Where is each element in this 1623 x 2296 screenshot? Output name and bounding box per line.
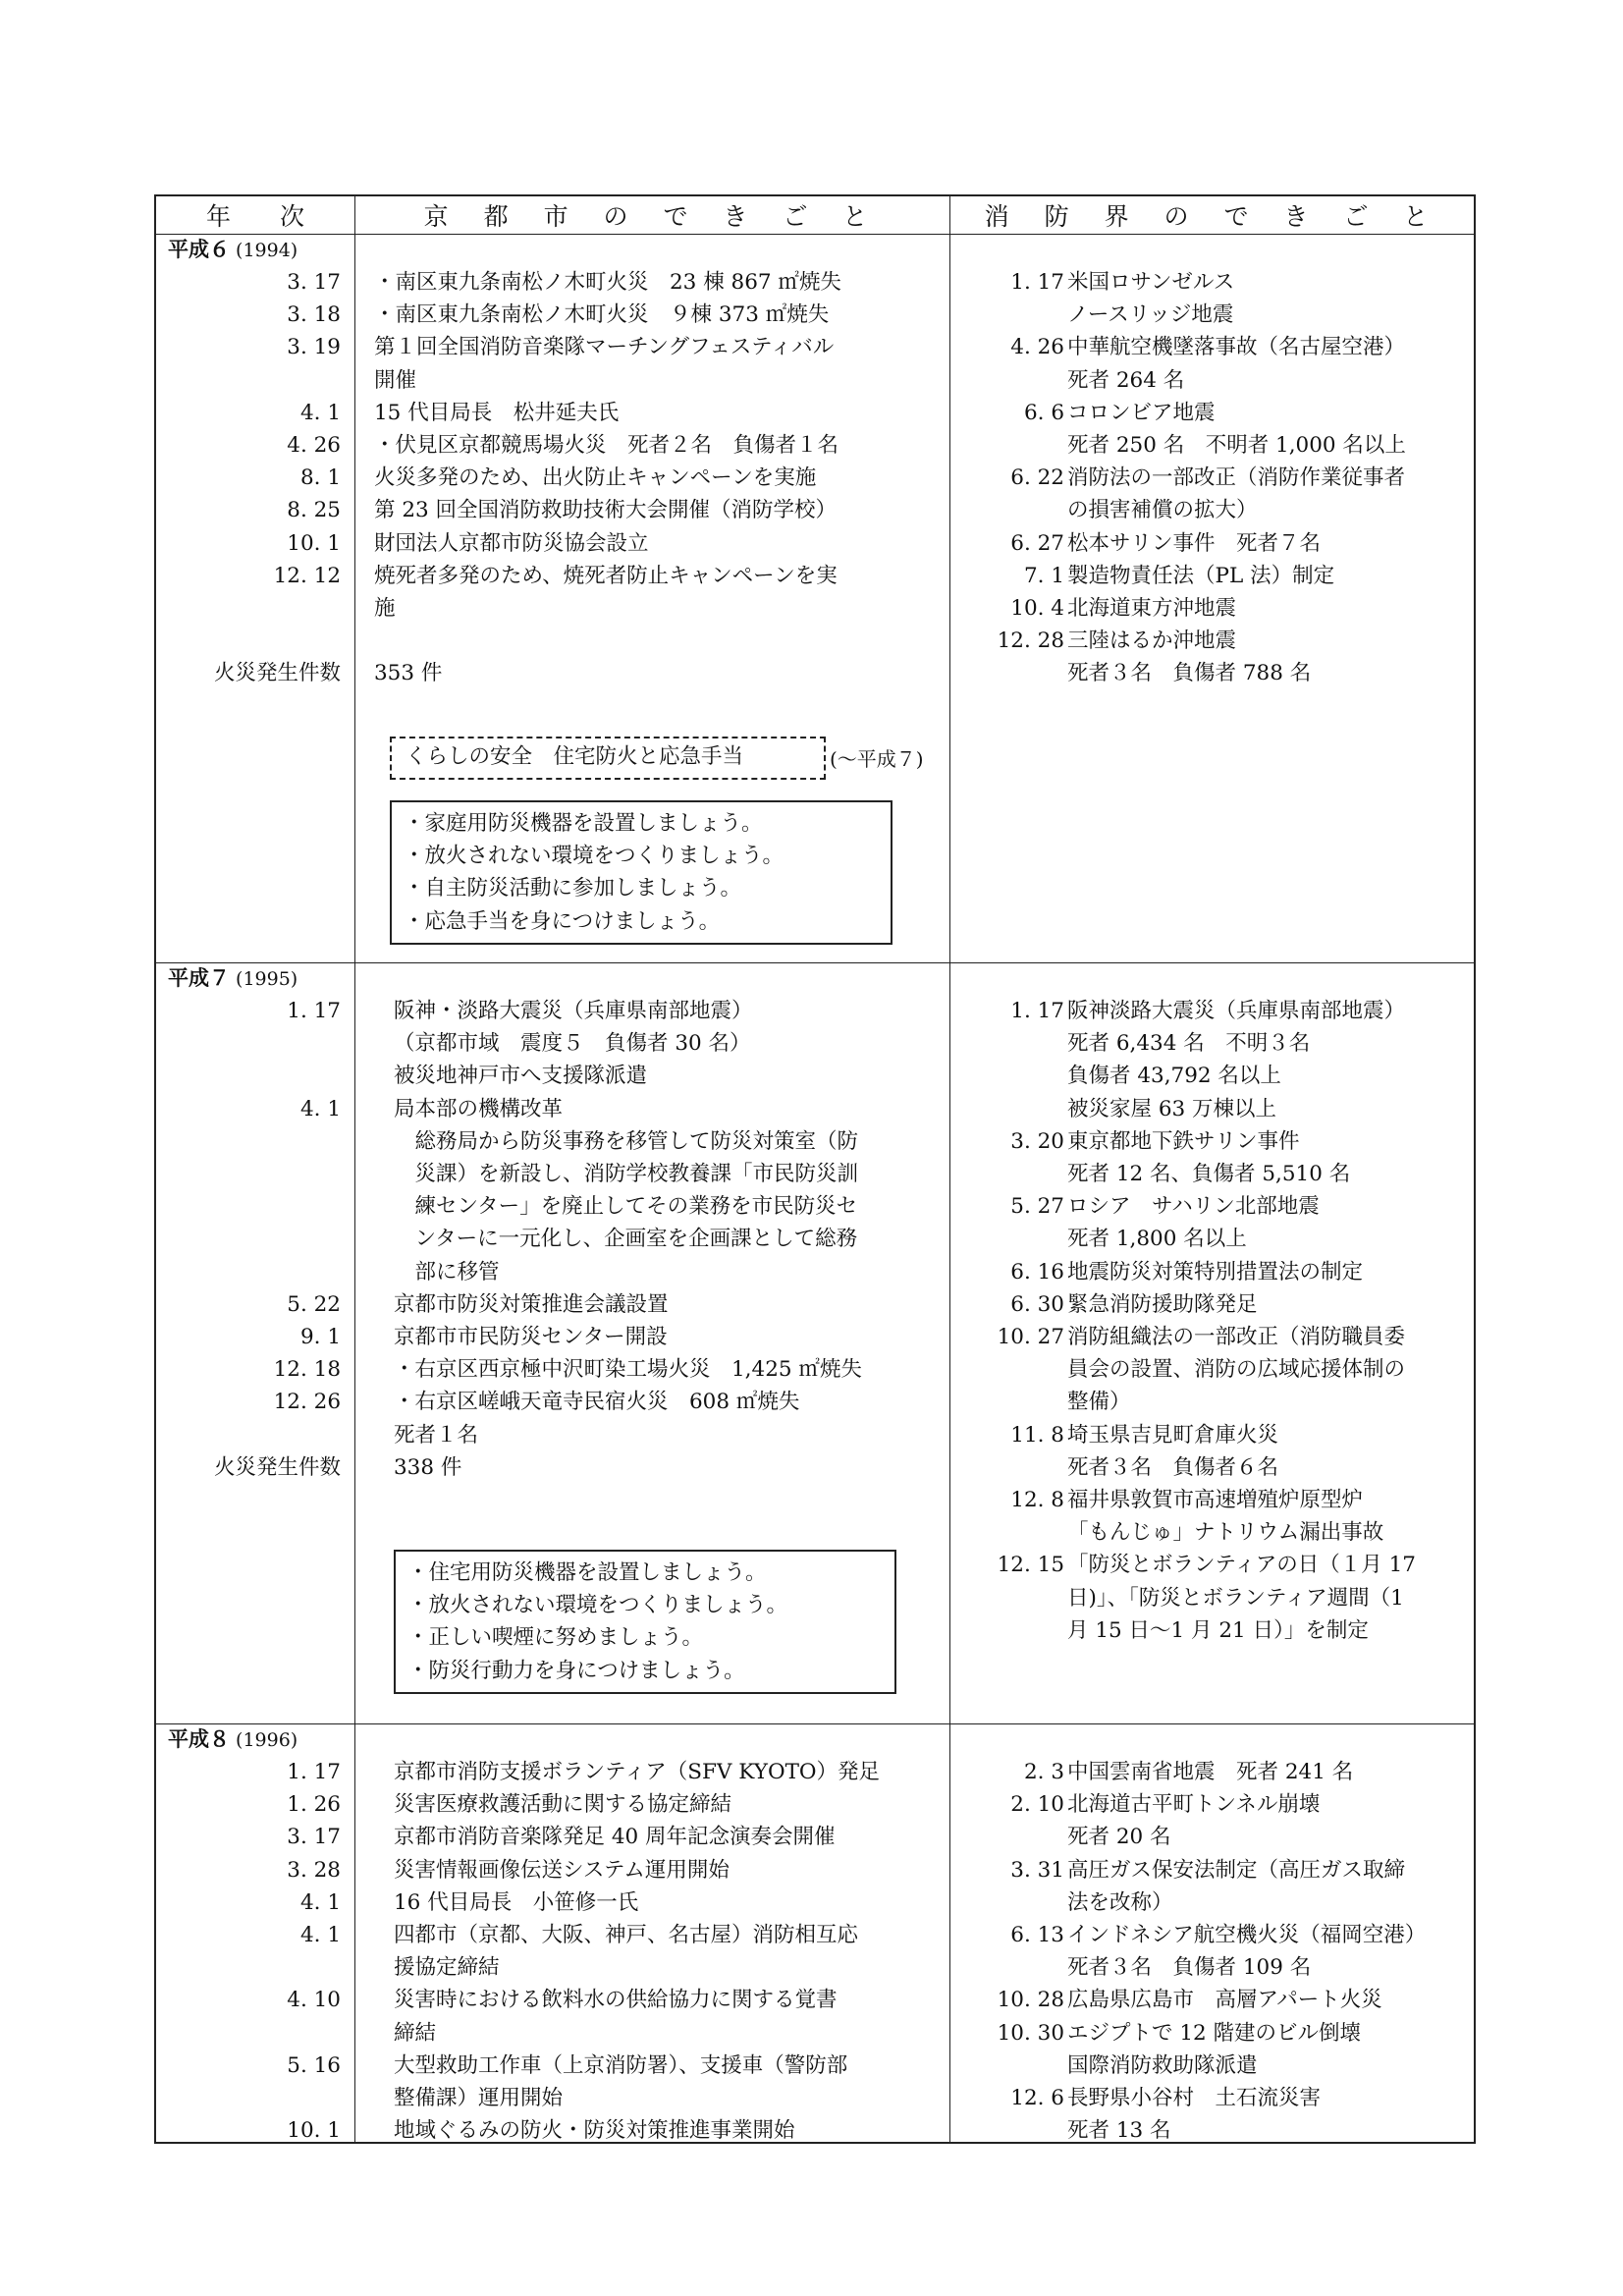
date-cell: 3. 18 <box>287 302 341 328</box>
fire-world-event: 三陸はるか沖地震 <box>1067 629 1237 654</box>
slogan-item: ・応急手当を身につけましょう。 <box>404 908 721 934</box>
fire-world-event: 月 15 日～1 月 21 日）」を制定 <box>1067 1617 1369 1643</box>
kyoto-event: 災課）を新設し、消防学校教養課「市民防災訓 <box>394 1162 859 1186</box>
fire-world-event: 松本サリン事件 死者７名 <box>1067 530 1322 556</box>
fire-date-cell: 6. 13 <box>1010 1923 1064 1947</box>
fire-world-event: 死者 6,434 名 不明３名 <box>1067 1031 1311 1057</box>
fire-date-cell: 3. 31 <box>1010 1857 1064 1883</box>
fire-date-cell: 3. 20 <box>1010 1128 1064 1154</box>
fire-date-cell: 4. 26 <box>1010 335 1064 360</box>
kyoto-event: 災害医療救護活動に関する協定締結 <box>394 1792 732 1818</box>
slogan-note: (～平成７) <box>830 747 924 771</box>
kyoto-event: （京都市域 震度５ 負傷者 30 名） <box>394 1031 751 1057</box>
fire-world-event: 北海道東方沖地震 <box>1067 596 1237 621</box>
fire-date-cell: 6. 27 <box>1010 530 1064 556</box>
date-cell: 5. 16 <box>287 2052 341 2078</box>
date-cell: 3. 28 <box>287 1857 341 1883</box>
fire-world-event: コロンビア地震 <box>1067 400 1216 425</box>
kyoto-event: 第１回全国消防音楽隊マーチングフェスティバル <box>374 335 835 360</box>
kyoto-event: 締結 <box>394 2020 437 2046</box>
slogan-title: くらしの安全 住宅防火と応急手当 <box>406 744 744 769</box>
kyoto-event: 援協定締結 <box>394 1955 500 1981</box>
slogan-title-box <box>390 737 826 780</box>
fire-date-cell: 6. 16 <box>1010 1259 1064 1285</box>
fire-world-event: 中華航空機墜落事故（名古屋空港） <box>1067 335 1406 360</box>
fire-date-cell: 2. 10 <box>1010 1792 1064 1818</box>
fire-world-event: 員会の設置、消防の広域応援体制の <box>1067 1357 1406 1383</box>
header-fire-world: 消 防 界 の で き ご と <box>984 202 1442 231</box>
era-heisei7: 平成７ (1995) <box>168 966 298 990</box>
fire-world-event: 消防組織法の一部改正（消防職員委 <box>1067 1325 1406 1349</box>
kyoto-event: 財団法人京都市防災協会設立 <box>374 530 649 556</box>
fire-world-event: 国際消防救助隊派遣 <box>1067 2052 1258 2078</box>
fire-world-event: インドネシア航空機火災（福岡空港） <box>1067 1923 1427 1947</box>
kyoto-event: 京都市市民防災センター開設 <box>394 1325 668 1349</box>
fire-world-event: 緊急消防援助隊発足 <box>1067 1291 1258 1317</box>
era-heisei6: 平成６ (1994) <box>168 238 298 261</box>
date-cell: 1. 26 <box>287 1792 341 1818</box>
fire-world-event: エジプトで 12 階建のビル倒壊 <box>1067 2020 1362 2046</box>
kyoto-event: 京都市消防音楽隊発足 40 周年記念演奏会開催 <box>394 1825 836 1850</box>
fire-date-cell: 10. 27 <box>997 1325 1064 1349</box>
slogan-box-heisei6 <box>390 800 893 945</box>
date-cell: 10. 1 <box>287 530 341 556</box>
fire-world-event: 負傷者 43,792 名以上 <box>1067 1064 1281 1089</box>
kyoto-event: 15 代目局長 松井延夫氏 <box>374 400 620 425</box>
kyoto-event: ンターに一元化し、企画室を企画課として総務 <box>394 1227 858 1252</box>
kyoto-event: 第 23 回全国消防救助技術大会開催（消防学校） <box>374 498 838 523</box>
fire-world-event: 高圧ガス保安法制定（高圧ガス取締 <box>1067 1857 1406 1883</box>
fire-date-cell: 6. 6 <box>1023 400 1064 425</box>
date-cell: 1. 17 <box>287 1760 341 1784</box>
header-kyoto: 京 都 市 の で き ご と <box>423 202 882 231</box>
fire-world-event: の損害補償の拡大） <box>1067 498 1258 523</box>
kyoto-event: 16 代目局長 小笹修一氏 <box>394 1889 639 1915</box>
date-cell: 4. 26 <box>287 433 341 458</box>
fire-world-event: 東京都地下鉄サリン事件 <box>1067 1128 1300 1154</box>
kyoto-event: 阪神・淡路大震災（兵庫県南部地震） <box>394 999 753 1023</box>
fire-world-event: 死者 12 名、負傷者 5,510 名 <box>1067 1162 1351 1186</box>
kyoto-event: ・右京区嵯峨天竜寺民宿火災 608 ㎡焼失 <box>394 1390 800 1415</box>
kyoto-event: 京都市消防支援ボランティア（SFV KYOTO）発足 <box>394 1760 881 1784</box>
date-cell: 4. 1 <box>299 1923 341 1947</box>
fire-date-cell: 10. 4 <box>1010 596 1064 621</box>
kyoto-event: 災害時における飲料水の供給協力に関する覚書 <box>394 1988 838 2013</box>
kyoto-event: 焼死者多発のため、焼死者防止キャンペーンを実 <box>374 563 838 588</box>
date-cell: 4. 1 <box>299 1889 341 1915</box>
kyoto-event: ・南区東九条南松ノ木町火災 23 棟 867 ㎡焼失 <box>374 270 841 295</box>
fire-world-event: 死者３名 負傷者 788 名 <box>1067 661 1312 686</box>
date-cell: 10. 1 <box>287 2118 341 2144</box>
date-cell: 4. 10 <box>287 1988 341 2013</box>
date-cell: 4. 1 <box>299 1096 341 1121</box>
slogan-item: ・家庭用防災機器を設置しましょう。 <box>404 811 763 836</box>
fire-date-cell: 10. 28 <box>997 1988 1064 2013</box>
date-cell: 火災発生件数 <box>213 661 341 686</box>
fire-world-event: 「もんじゅ」ナトリウム漏出事故 <box>1067 1520 1384 1546</box>
fire-world-event: 「防災とボランティアの日（１月 17 <box>1067 1553 1416 1578</box>
kyoto-event: 部に移管 <box>394 1259 500 1285</box>
fire-world-event: 死者３名 負傷者 109 名 <box>1067 1955 1312 1981</box>
fire-world-event: 地震防災対策特別措置法の制定 <box>1067 1259 1364 1285</box>
slogan-box-heisei7 <box>394 1550 896 1694</box>
fire-world-event: 死者 264 名 <box>1067 367 1185 393</box>
fire-date-cell: 6. 22 <box>1010 465 1064 491</box>
date-cell: 8. 25 <box>287 498 341 523</box>
era-heisei8: 平成８ (1996) <box>168 1727 298 1751</box>
kyoto-event: 四都市（京都、大阪、神戸、名古屋）消防相互応 <box>394 1923 859 1947</box>
kyoto-event: 総務局から防災事務を移管して防災対策室（防 <box>394 1128 859 1154</box>
date-cell: 12. 26 <box>273 1390 341 1415</box>
fire-date-cell: 7. 1 <box>1023 563 1064 588</box>
fire-date-cell: 12. 6 <box>1010 2086 1064 2110</box>
kyoto-event: ・右京区西京極中沢町染工場火災 1,425 ㎡焼失 <box>394 1357 862 1383</box>
header-year: 年 次 <box>205 202 304 231</box>
fire-date-cell: 10. 30 <box>997 2020 1064 2046</box>
fire-world-event: 日)」、「防災とボランティア週間（1 <box>1067 1585 1404 1611</box>
fire-world-event: 死者 20 名 <box>1067 1825 1171 1850</box>
slogan-item: ・防災行動力を身につけましょう。 <box>407 1658 745 1683</box>
fire-world-event: 整備） <box>1067 1390 1131 1415</box>
fire-world-event: 死者 13 名 <box>1067 2118 1171 2144</box>
fire-date-cell: 1. 17 <box>1010 270 1064 295</box>
fire-date-cell: 11. 8 <box>1010 1422 1064 1448</box>
date-cell: 12. 12 <box>273 563 341 588</box>
fire-date-cell: 12. 15 <box>997 1553 1064 1578</box>
fire-world-event: 福井県敦賀市高速増殖炉原型炉 <box>1067 1488 1364 1512</box>
fire-world-event: 長野県小谷村 土石流災害 <box>1067 2086 1322 2110</box>
date-cell: 8. 1 <box>299 465 341 491</box>
fire-date-cell: 2. 3 <box>1023 1760 1064 1784</box>
date-cell: 9. 1 <box>299 1325 341 1349</box>
slogan-item: ・住宅用防災機器を設置しましょう。 <box>407 1560 767 1585</box>
kyoto-event: ・南区東九条南松ノ木町火災 ９棟 373 ㎡焼失 <box>374 302 830 328</box>
fire-world-event: 中国雲南省地震 死者 241 名 <box>1067 1760 1354 1784</box>
slogan-item: ・放火されない環境をつくりましょう。 <box>407 1593 788 1618</box>
kyoto-event: 練センター」を廃止してその業務を市民防災セ <box>394 1194 858 1220</box>
fire-world-event: 米国ロサンゼルス <box>1067 270 1235 295</box>
fire-world-event: 死者３名 負傷者６名 <box>1067 1454 1279 1480</box>
fire-world-event: 埼玉県吉見町倉庫火災 <box>1067 1422 1279 1448</box>
kyoto-event: 地域ぐるみの防火・防災対策推進事業開始 <box>394 2118 795 2144</box>
slogan-item: ・正しい喫煙に努めましょう。 <box>407 1625 704 1651</box>
fire-world-event: ロシア サハリン北部地震 <box>1067 1194 1320 1220</box>
chronology-table <box>154 194 1476 2144</box>
fire-date-cell: 12. 8 <box>1010 1488 1064 1512</box>
kyoto-event: 京都市防災対策推進会議設置 <box>394 1291 669 1317</box>
fire-date-cell: 5. 27 <box>1010 1194 1064 1220</box>
fire-world-event: 法を改称） <box>1067 1889 1173 1915</box>
kyoto-event: 火災多発のため、出火防止キャンペーンを実施 <box>374 465 817 491</box>
kyoto-event: ・伏見区京都競馬場火災 死者２名 負傷者１名 <box>374 433 839 458</box>
date-cell: 3. 17 <box>287 1825 341 1850</box>
date-cell: 3. 17 <box>287 270 341 295</box>
kyoto-event: 災害情報画像伝送システム運用開始 <box>394 1857 730 1883</box>
fire-world-event: 死者 1,800 名以上 <box>1067 1227 1247 1252</box>
slogan-item: ・放火されない環境をつくりましょう。 <box>404 844 784 869</box>
date-cell: 3. 19 <box>287 335 341 360</box>
kyoto-event: 338 件 <box>394 1454 462 1480</box>
fire-world-event: 製造物責任法（PL 法）制定 <box>1067 563 1335 588</box>
kyoto-event: 大型救助工作車（上京消防署）、支援車（警防部 <box>394 2052 848 2078</box>
fire-world-event: 北海道古平町トンネル崩壊 <box>1067 1792 1321 1818</box>
fire-world-event: 死者 250 名 不明者 1,000 名以上 <box>1067 433 1406 458</box>
kyoto-event: 被災地神戸市へ支援隊派遣 <box>394 1064 648 1089</box>
date-cell: 火災発生件数 <box>213 1454 341 1480</box>
fire-world-event: ノースリッジ地震 <box>1067 302 1234 328</box>
date-cell: 4. 1 <box>299 400 341 425</box>
kyoto-event: 施 <box>374 596 396 621</box>
fire-date-cell: 12. 28 <box>997 629 1064 654</box>
date-cell: 12. 18 <box>273 1357 341 1383</box>
kyoto-event: 死者１名 <box>394 1422 479 1448</box>
kyoto-event: 353 件 <box>374 661 443 686</box>
kyoto-event: 整備課）運用開始 <box>394 2086 564 2110</box>
fire-world-event: 被災家屋 63 万棟以上 <box>1067 1096 1277 1121</box>
kyoto-event: 開催 <box>374 367 417 393</box>
fire-world-event: 広島県広島市 高層アパート火災 <box>1067 1988 1382 2013</box>
fire-date-cell: 6. 30 <box>1010 1291 1064 1317</box>
fire-world-event: 消防法の一部改正（消防作業従事者 <box>1067 465 1406 491</box>
slogan-item: ・自主防災活動に参加しましょう。 <box>404 876 742 902</box>
date-cell: 1. 17 <box>287 999 341 1023</box>
kyoto-event: 局本部の機構改革 <box>394 1096 564 1121</box>
fire-world-event: 阪神淡路大震災（兵庫県南部地震） <box>1067 999 1406 1023</box>
date-cell: 5. 22 <box>287 1291 341 1317</box>
fire-date-cell: 1. 17 <box>1010 999 1064 1023</box>
